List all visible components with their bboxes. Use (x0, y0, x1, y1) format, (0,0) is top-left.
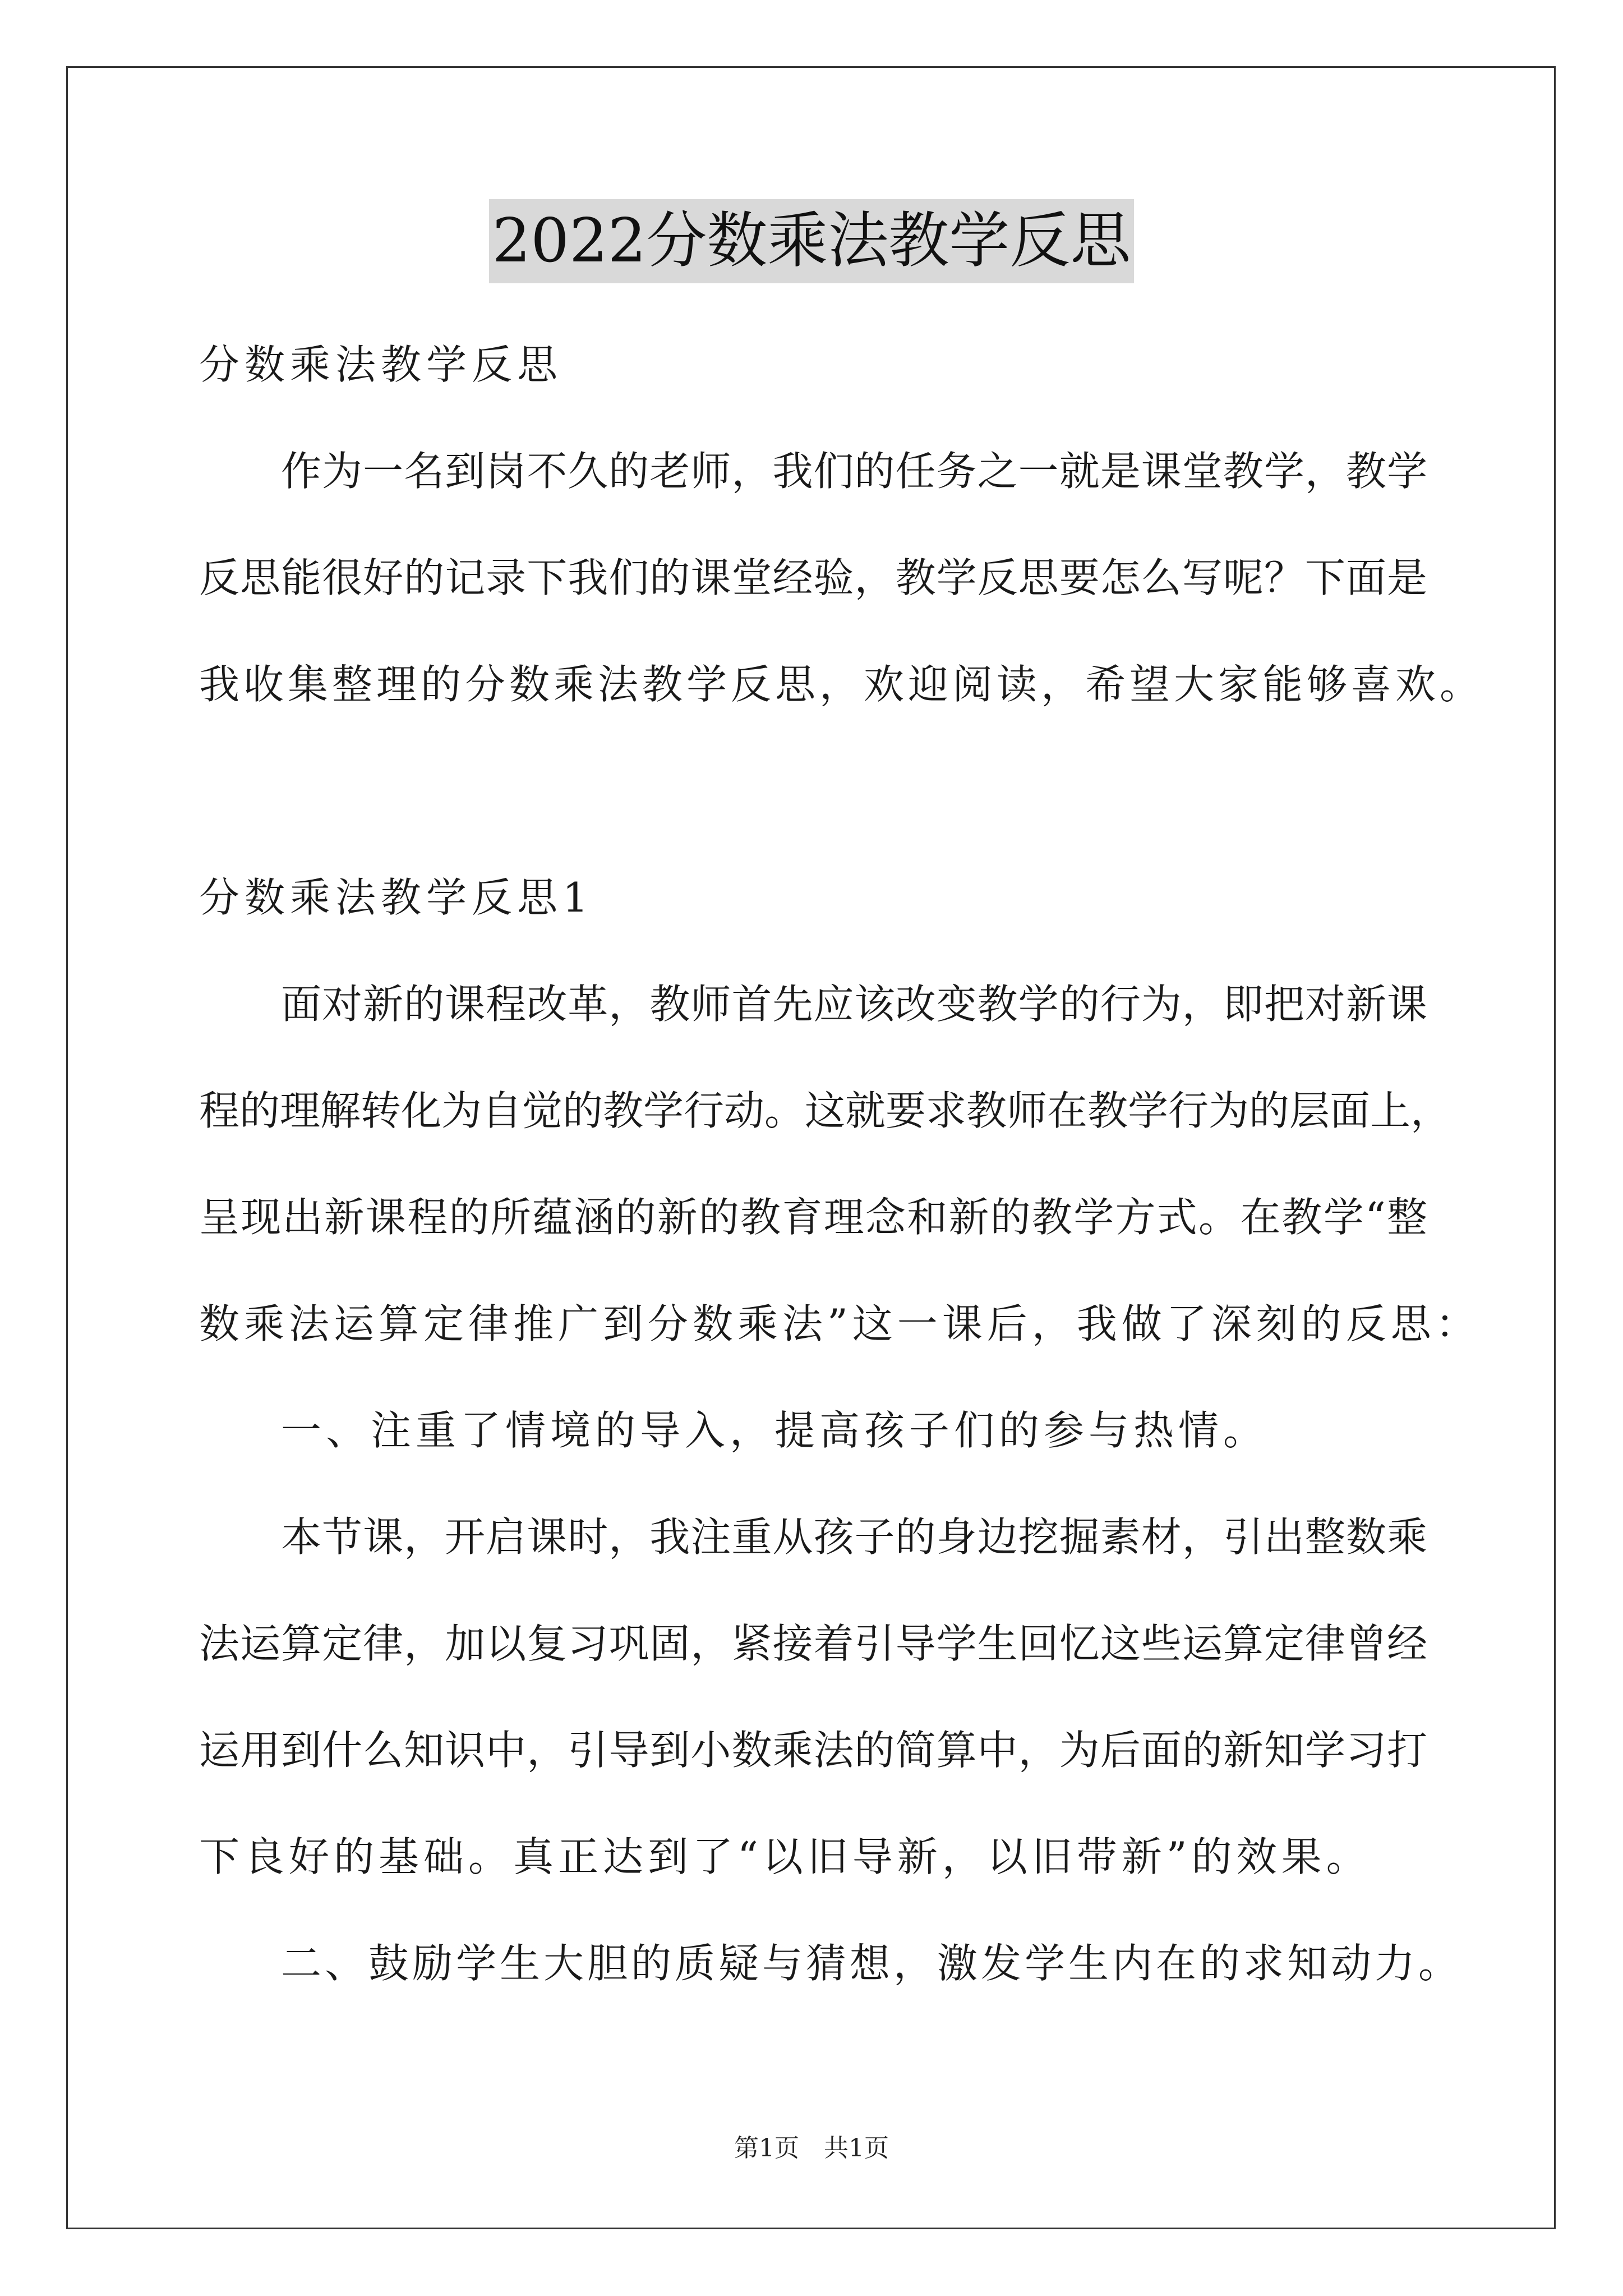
spacer (199, 738, 1427, 844)
intro-line-2: 反思能很好的记录下我们的课堂经验，教学反思要怎么写呢？下面是 (199, 554, 1427, 601)
subtitle: 分数乘法教学反思 (199, 341, 563, 388)
para1-line-1: 面对新的课程改革，教师首先应该改变教学的行为，即把对新课 (281, 981, 1427, 1028)
intro-line-3: 我收集整理的分数乘法教学反思，欢迎阅读，希望大家能够喜欢。 (199, 661, 1484, 708)
point-2: 二、鼓励学生大胆的质疑与猜想，激发学生内在的求知动力。 (281, 1940, 1463, 1987)
document-title: 2022分数乘法教学反思 (489, 199, 1135, 283)
para2-line-1: 本节课，开启课时，我注重从孩子的身边挖掘素材，引出整数乘 (281, 1513, 1427, 1561)
para2-line-4: 下良好的基础。真正达到了“以旧导新，以旧带新”的效果。 (199, 1833, 1371, 1880)
document-body (199, 311, 1484, 2017)
title-wrap (0, 199, 1623, 283)
para2-line-3: 运用到什么知识中，引导到小数乘法的简算中，为后面的新知学习打 (199, 1727, 1427, 1774)
section-heading: 分数乘法教学反思1 (199, 874, 593, 921)
page-footer: 第1页 共1页 (734, 2134, 889, 2162)
point-1: 一、注重了情境的导入，提高孩子们的参与热情。 (281, 1407, 1269, 1454)
para1-line-2: 程的理解转化为自觉的教学行动。这就要求教师在教学行为的层面上， (199, 1087, 1451, 1134)
para1-line-4: 数乘法运算定律推广到分数乘法”这一课后，我做了深刻的反思： (199, 1300, 1481, 1347)
para1-line-3: 呈现出新课程的所蕴涵的新的教育理念和新的教学方式。在教学“整 (199, 1194, 1427, 1241)
intro-line-1: 作为一名到岗不久的老师，我们的任务之一就是课堂教学，教学 (281, 448, 1427, 495)
para2-line-2: 法运算定律，加以复习巩固，紧接着引导学生回忆这些运算定律曾经 (199, 1620, 1427, 1667)
